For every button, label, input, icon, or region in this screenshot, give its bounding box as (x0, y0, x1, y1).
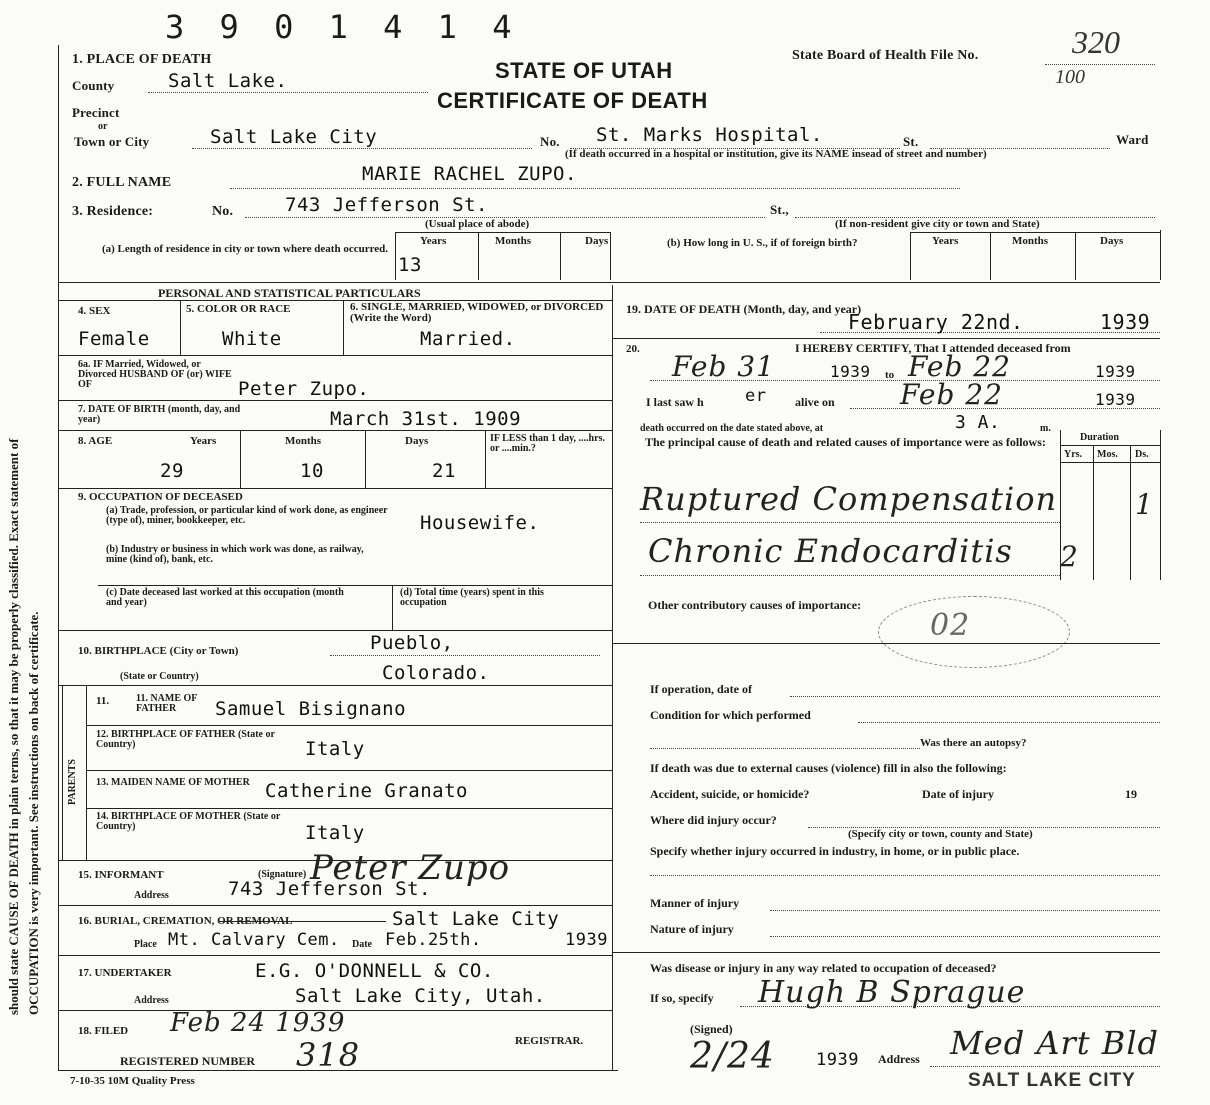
birth-state: Colorado. (382, 662, 490, 684)
physician-signature: Hugh B Sprague (758, 975, 1026, 1010)
res-days-label: Days (585, 235, 609, 247)
attend-to-year: 1939 (1095, 362, 1136, 381)
file-number: 320 (1072, 24, 1120, 60)
sex-label: 4. SEX (78, 305, 111, 317)
rule (1060, 445, 1160, 446)
burial-place: Mt. Calvary Cem. (168, 930, 340, 950)
rule (86, 808, 612, 809)
dod-value: February 22nd. (848, 310, 1024, 334)
residence-value: 743 Jefferson St. (285, 194, 488, 216)
marital-label: 6. SINGLE, MARRIED, WIDOWED, or DIVORCED (Write the Word) (350, 301, 604, 324)
dod-year: 1939 (1100, 310, 1151, 334)
us-box-line (990, 232, 991, 280)
accident-label: Accident, suicide, or homicide? (650, 787, 810, 801)
rule (58, 955, 612, 956)
if-so-label: If so, specify (650, 991, 714, 1005)
death-time: 3 A. (955, 412, 1001, 433)
spouse-label: 6a. IF Married, Widowed, or Divorced HUSBAND OF (or) WIFE OF (78, 359, 232, 390)
certificate-number: 3 9 0 1 4 1 4 (165, 8, 520, 46)
informant-label: 15. INFORMANT (78, 869, 164, 881)
registered-number: 318 (296, 1036, 361, 1074)
informant-address: 743 Jefferson St. (228, 878, 431, 900)
certify-text: I HEREBY CERTIFY, That I attended deceased from (795, 341, 1071, 355)
rule (240, 430, 241, 488)
duration-label: Duration (1080, 432, 1119, 443)
lastsaw-year: 1939 (1095, 390, 1136, 409)
res-box-line (610, 232, 611, 280)
burial-label: 16. BURIAL, CREMATION, OR REMOVAL (78, 915, 293, 927)
dod-line (820, 332, 1160, 333)
cause-2-duration: 2 (1060, 540, 1079, 573)
age-months-label: Months (285, 435, 322, 447)
undertaker-address: Salt Lake City, Utah. (295, 985, 546, 1007)
full-name-value: MARIE RACHEL ZUPO. (362, 163, 577, 185)
residence-label: 3. Residence: (72, 204, 154, 219)
rule (62, 685, 63, 860)
us-months-label: Months (1012, 235, 1049, 247)
rule (58, 430, 612, 431)
town-value: Salt Lake City (210, 126, 378, 148)
birth-line (330, 655, 600, 656)
us-days-label: Days (1100, 235, 1124, 247)
town-label: Town or City (74, 134, 150, 149)
county-line (148, 92, 428, 93)
occupation-value: Housewife. (420, 512, 540, 534)
lastsaw-pronoun: er (745, 386, 767, 406)
certificate-title: CERTIFICATE OF DEATH (437, 88, 708, 113)
occupation-related-label: Was disease or injury in any way related to occupation of deceased? (650, 961, 997, 975)
ifso-line (740, 1006, 1160, 1007)
ds-label: Ds. (1135, 449, 1149, 460)
father-value: Samuel Bisignano (215, 698, 407, 720)
rule (392, 585, 393, 630)
side-instructions-line1: should state CAUSE OF DEATH in plain terms, so that it may be properly classified. Exact statement of (6, 438, 21, 1015)
signed-date: 2/24 (690, 1036, 775, 1077)
us-box-line (1075, 232, 1076, 280)
spouse-value: Peter Zupo. (238, 378, 370, 400)
rule (86, 725, 612, 726)
informant-address-label: Address (134, 890, 169, 901)
mother-birthplace-label: 14. BIRTHPLACE OF MOTHER (State or Country) (96, 811, 281, 832)
burial-city: Salt Lake City (392, 908, 560, 930)
city-stamp: SALT LAKE CITY (968, 1070, 1136, 1091)
lastsaw-label: I last saw h (646, 395, 704, 409)
condition-line (858, 722, 1160, 723)
rule (612, 338, 1160, 339)
where-injury-label: Where did injury occur? (650, 813, 777, 827)
rule (58, 685, 612, 686)
father-label: 11. NAME OF FATHER (136, 693, 198, 714)
operation-line (790, 696, 1160, 697)
res-months-label: Months (495, 235, 532, 247)
residence-st-label: St., (770, 202, 789, 217)
mother-label: 13. MAIDEN NAME OF MOTHER (96, 777, 250, 788)
to-label: to (885, 369, 895, 381)
mother-birthplace: Italy (305, 822, 365, 844)
rule (1130, 445, 1131, 580)
file-no-line (1045, 64, 1155, 65)
marital-value: Married. (420, 328, 516, 350)
other-causes-label: Other contributory causes of importance: (648, 598, 862, 612)
attend-from-year: 1939 (830, 362, 871, 381)
street-no-value: St. Marks Hospital. (596, 124, 823, 146)
rule (343, 300, 344, 355)
death-time-label: death occurred on the date stated above, at (640, 423, 824, 434)
nature-label: Nature of injury (650, 922, 734, 936)
physician-address-label: Address (878, 1052, 920, 1066)
ward-label: Ward (1116, 132, 1149, 147)
filed-label: 18. FILED (78, 1025, 129, 1037)
where-note: (Specify city or town, county and State) (848, 828, 1033, 840)
alive-label: alive on (795, 395, 835, 409)
full-name-label: 2. FULL NAME (72, 175, 172, 190)
color-label: 5. COLOR OR RACE (186, 303, 291, 315)
rule (58, 630, 612, 631)
street-no-label: No. (540, 134, 560, 149)
attend-to: Feb 22 (908, 350, 1011, 383)
us-residence-label: (b) How long in U. S., if of foreign birth? (667, 237, 858, 249)
form-rule (58, 282, 1160, 283)
parents-label: PARENTS (67, 759, 78, 805)
mother-value: Catherine Granato (265, 780, 468, 802)
cause-line (640, 575, 1060, 576)
res-years-value: 13 (398, 254, 422, 276)
rule (86, 770, 612, 771)
father-birthplace: Italy (305, 738, 365, 760)
occupation-d-label: (d) Total time (years) spent in this occupation (400, 587, 544, 608)
us-years-label: Years (932, 235, 959, 247)
lastsaw-date: Feb 22 (900, 378, 1003, 411)
us-box-top (910, 232, 1160, 233)
signed-year: 1939 (816, 1050, 859, 1070)
rule (58, 905, 612, 906)
lastsaw-line (850, 408, 1160, 409)
physician-address: Med Art Bld (950, 1024, 1160, 1062)
certify-no: 20. (626, 343, 640, 355)
birth-city: Pueblo, (370, 632, 454, 654)
county-value: Salt Lake. (168, 70, 288, 92)
burial-date: Feb.25th. (385, 930, 482, 950)
age-years: 29 (160, 460, 184, 482)
hospital-note: (If death occurred in a hospital or institution, give its NAME insead of street and number) (565, 148, 987, 160)
occupation-b-label: (b) Industry or business in which work was done, as railway, mine (kind of), bank, etc. (106, 544, 364, 565)
rule (98, 585, 612, 586)
age-months: 10 (300, 460, 324, 482)
cause-line (640, 522, 1060, 523)
birthplace-label: 10. BIRTHPLACE (City or Town) (78, 645, 239, 657)
us-box-line (910, 232, 911, 280)
signature-label: (Signature) (258, 869, 307, 880)
yrs-label: Yrs. (1064, 449, 1083, 460)
attend-from: Feb 31 (672, 350, 775, 383)
burial-date-label: Date (352, 939, 372, 950)
form-border-left (58, 45, 59, 1070)
operation-label: If operation, date of (650, 682, 752, 696)
rule (612, 643, 1160, 644)
burial-place-label: Place (134, 939, 157, 950)
undertaker-address-label: Address (134, 995, 169, 1006)
file-number-sub: 100 (1055, 66, 1085, 88)
rule (365, 430, 366, 488)
rule (58, 355, 612, 356)
m-label: m. (1040, 423, 1051, 434)
cause-heading: The principal cause of death and related causes of importance were as follows: (645, 435, 1046, 449)
specify-line (650, 875, 1160, 876)
precinct-label: Precinct (72, 105, 120, 120)
rule (1160, 430, 1161, 580)
age-days: 21 (432, 460, 456, 482)
place-of-death-heading: 1. PLACE OF DEATH (72, 52, 212, 67)
rule (1060, 462, 1160, 463)
rule (485, 430, 486, 488)
dod-label: 19. DATE OF DEATH (Month, day, and year) (626, 302, 862, 316)
res-box-line (478, 232, 479, 280)
condition-label: Condition for which performed (650, 708, 811, 722)
occupation-c-label: (c) Date deceased last worked at this occupation (month and year) (106, 587, 344, 608)
res-years-label: Years (420, 235, 447, 247)
if-less-label: IF LESS than 1 day, ....hrs. or ....min.? (490, 433, 605, 454)
nature-line (770, 936, 1160, 937)
county-label: County (72, 78, 115, 93)
residence-no-label: No. (212, 204, 234, 219)
res-box-line (395, 232, 396, 280)
filed-value: Feb 24 1939 (170, 1008, 346, 1038)
other-causes-mark-text: 02 (930, 608, 971, 643)
print-line: 7-10-35 10M Quality Press (70, 1075, 195, 1087)
age-days-label: Days (405, 435, 429, 447)
state-title: STATE OF UTAH (495, 58, 673, 83)
form-border-right (1160, 230, 1161, 280)
father-no: 11. (96, 695, 110, 707)
rule (1093, 445, 1094, 580)
town-line (192, 148, 532, 149)
usual-abode-note: (Usual place of abode) (425, 218, 530, 230)
nineteen-label: 19 (1125, 787, 1137, 801)
age-label: 8. AGE (78, 435, 113, 447)
res-box-top (395, 232, 610, 233)
cause-1: Ruptured Compensation (640, 480, 1058, 518)
strikeout (218, 921, 386, 922)
autopsy-line (650, 748, 920, 749)
rule (58, 488, 612, 489)
signed-label: (Signed) (690, 1022, 733, 1036)
specify-label: Specify whether injury occurred in industry, in home, or in public place. (650, 844, 1020, 858)
color-value: White (222, 328, 282, 350)
file-no-label: State Board of Health File No. (792, 48, 979, 63)
mos-label: Mos. (1097, 449, 1118, 460)
st-label: St. (903, 134, 919, 149)
autopsy-label: Was there an autopsy? (920, 737, 1027, 749)
registrar-label: REGISTRAR. (515, 1035, 584, 1047)
name-line (230, 188, 960, 189)
address-line (930, 1066, 1160, 1067)
sex-value: Female (78, 328, 150, 350)
external-causes-label: If death was due to external causes (violence) fill in also the following: (650, 761, 1007, 775)
registered-number-label: REGISTERED NUMBER (120, 1054, 256, 1068)
occupation-a-label: (a) Trade, profession, or particular kind of work done, as engineer (type of), miner, bookkeeper, etc. (106, 505, 388, 526)
manner-line (770, 910, 1160, 911)
dob-label: 7. DATE OF BIRTH (month, day, and year) (78, 404, 241, 425)
injury-date-label: Date of injury (922, 787, 994, 801)
other-causes-mark (878, 596, 1070, 668)
side-instructions-line2: OCCUPATION is very important. See instructions on back of certificate. (26, 611, 41, 1015)
cause-2: Chronic Endocarditis (648, 532, 1013, 570)
informant-signature: Peter Zupo (310, 848, 511, 888)
cause-1-duration: 1 (1135, 488, 1154, 521)
res-box-line (560, 232, 561, 280)
rule (58, 400, 612, 401)
personal-heading: PERSONAL AND STATISTICAL PARTICULARS (158, 286, 421, 300)
undertaker-label: 17. UNDERTAKER (78, 967, 172, 979)
undertaker-value: E.G. O'DONNELL & CO. (255, 960, 494, 982)
rule (612, 952, 1160, 953)
occupation-label: 9. OCCUPATION OF DECEASED (78, 491, 243, 503)
birth-state-label: (State or Country) (120, 671, 199, 682)
age-years-label: Years (190, 435, 217, 447)
burial-year: 1939 (565, 930, 608, 950)
father-birthplace-label: 12. BIRTHPLACE OF FATHER (State or Country) (96, 729, 275, 750)
nonresident-note: (If non-resident give city or town and State) (835, 218, 1040, 230)
dob-value: March 31st. 1909 (330, 408, 522, 430)
manner-label: Manner of injury (650, 896, 740, 910)
rule (86, 685, 87, 860)
rule (180, 300, 181, 355)
or-label: or (98, 121, 108, 132)
length-residence-label: (a) Length of residence in city or town where death occurred. (101, 243, 389, 255)
